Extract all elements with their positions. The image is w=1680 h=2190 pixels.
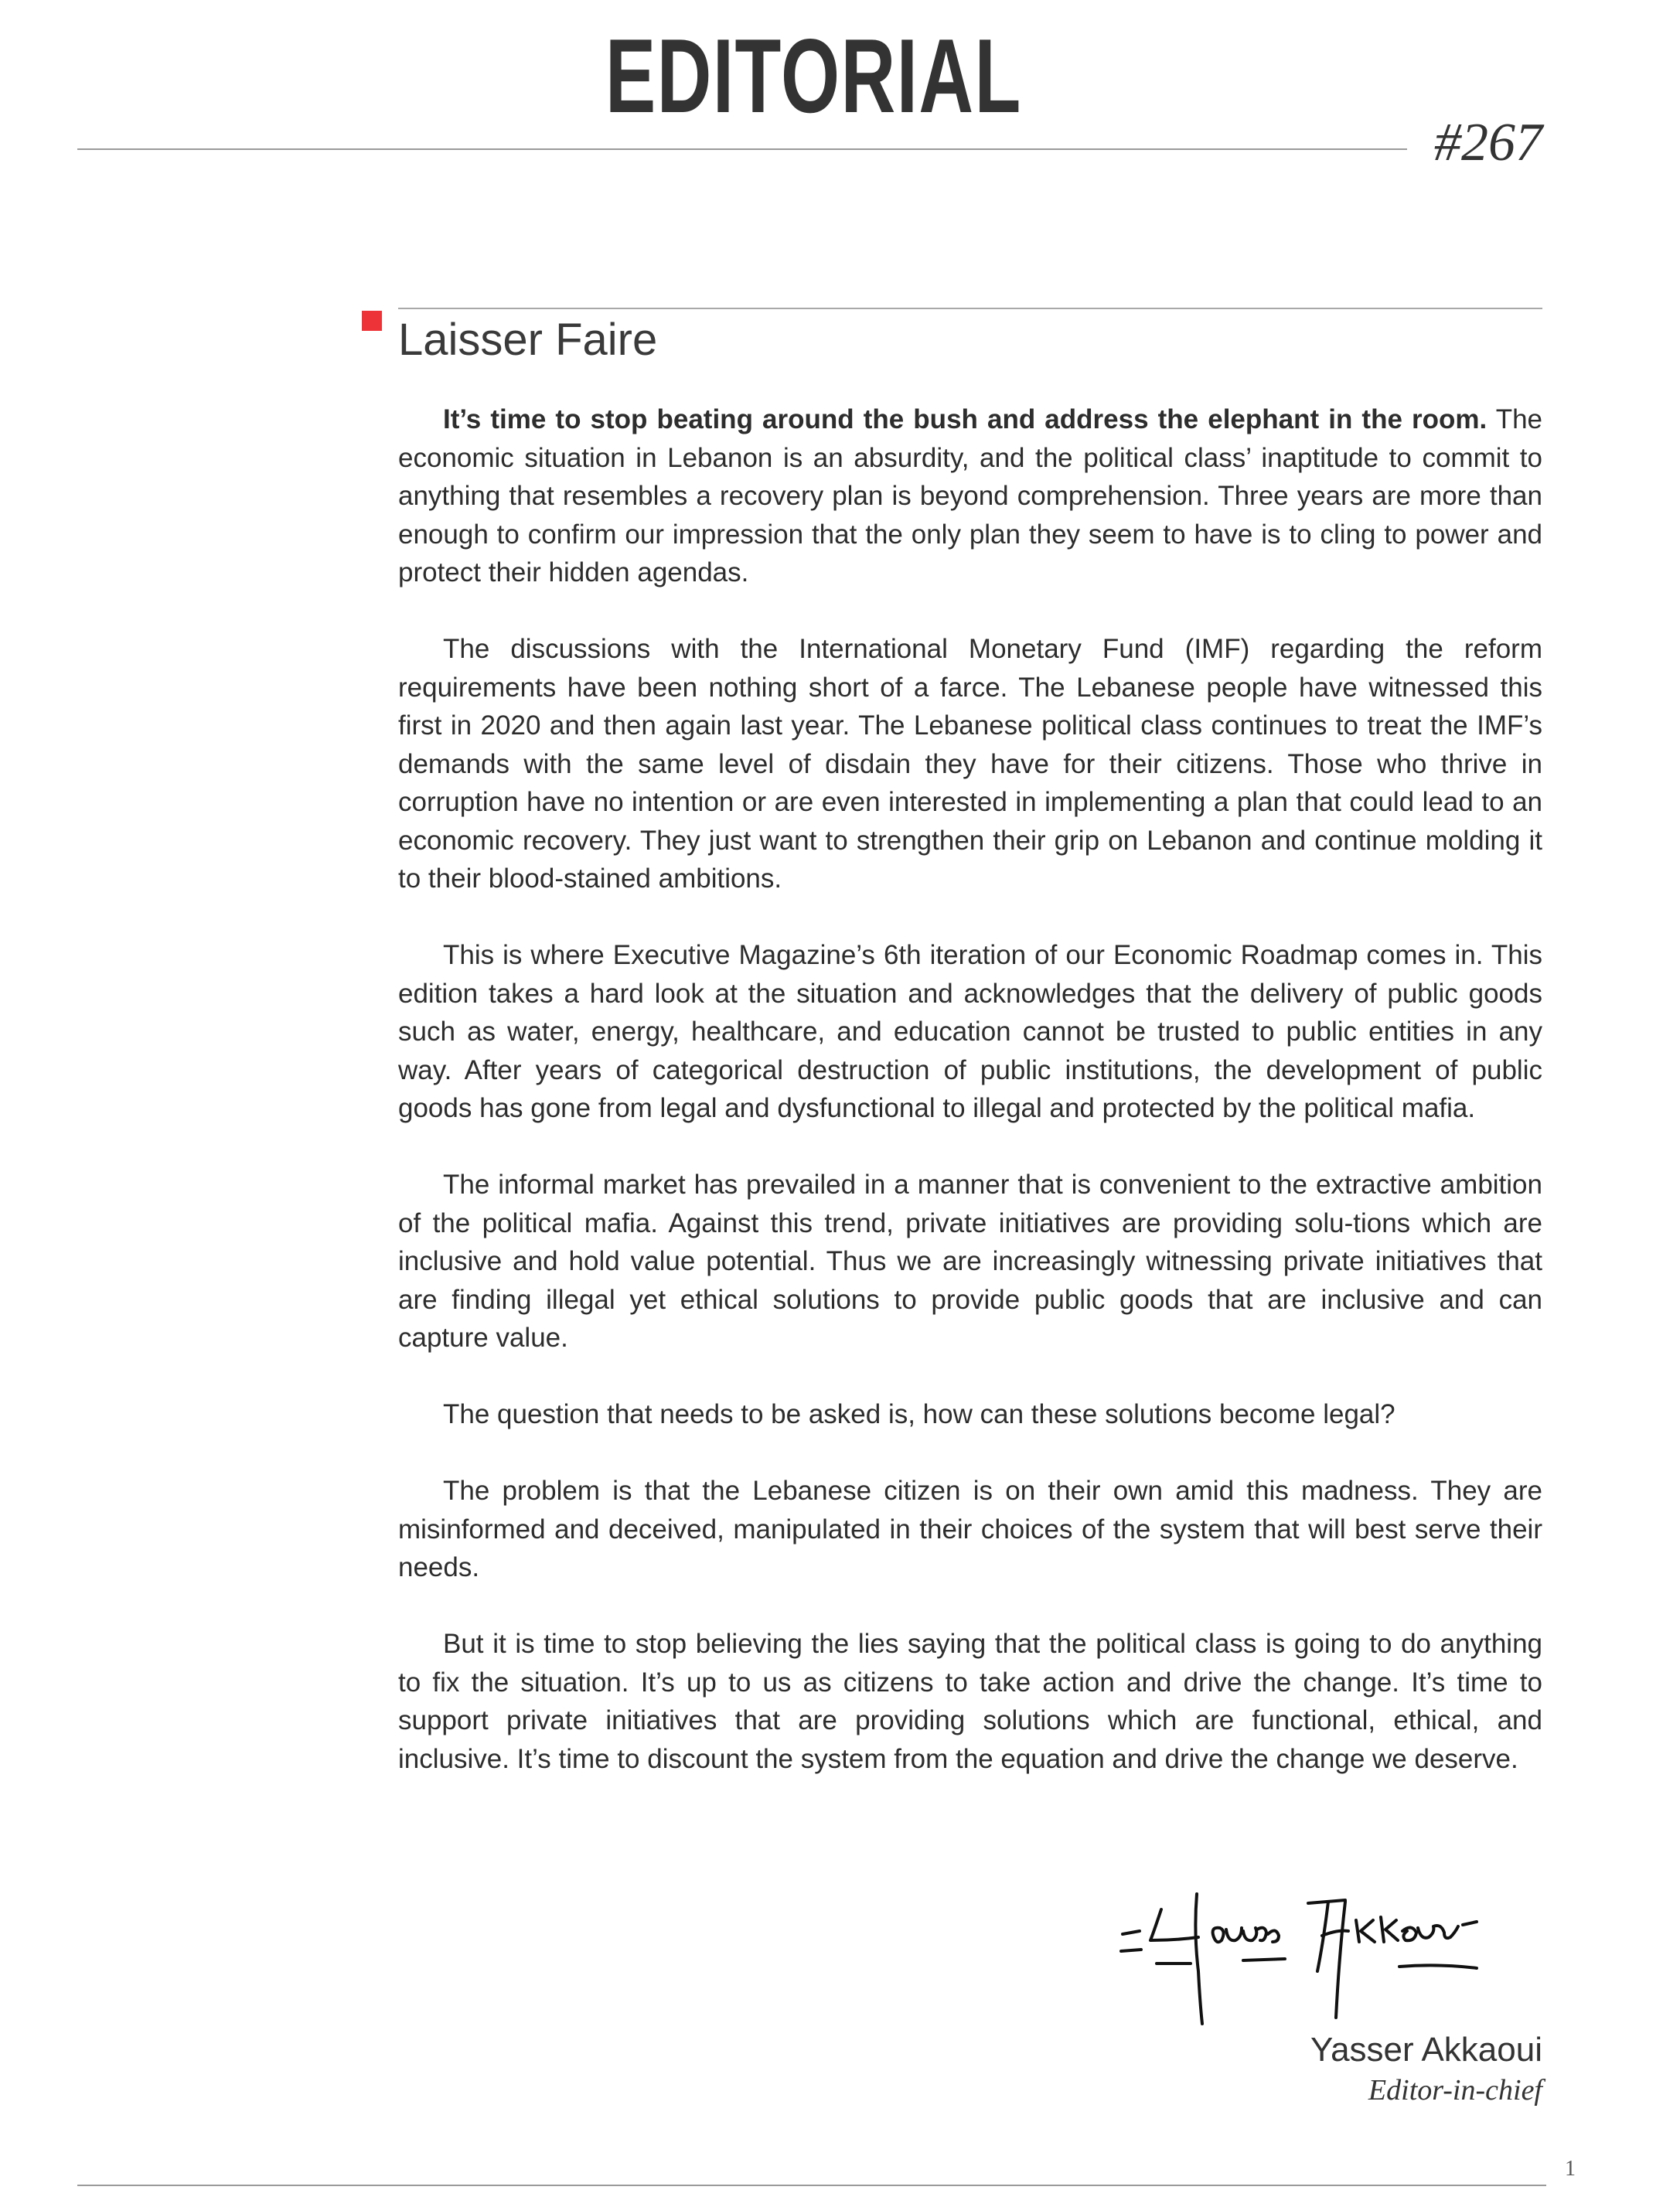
paragraph-text: The economic situation in Lebanon is an absurdity, and the political class’ inaptitude to commit to anything that resembles a recovery plan is beyond comprehension. Three years are more than enough to confirm our impression that the only plan they seem to have is to cling to power and protect their hidden agendas. bbox=[398, 404, 1542, 588]
article-paragraph: But it is time to stop believing the lies saying that the political class is going to do anything to fix the situation. It’s up to us as citizens to take action and drive the change. It’s time to support private initiatives that are providing solutions which are functional, ethical, and inclusive. It’s time to discount the system from the equation and drive the change we deserve. bbox=[398, 1629, 1542, 1774]
article-paragraph: The problem is that the Lebanese citizen is on their own amid this madness. They are misinformed and deceived, manipulated in their choices of the system that will best serve their needs. bbox=[398, 1476, 1542, 1582]
author-name: Yasser Akkaoui bbox=[1310, 2031, 1542, 2069]
article-paragraph: This is where Executive Magazine’s 6th iteration of our Economic Roadmap comes in. This edition takes a hard look at the situation and acknowledges that the delivery of public goods such as water, energy, healthcare, and education cannot be trusted to public entities in any way. After years of categorical destruction of public institutions, the development of public goods has gone from legal and dysfunctional to illegal and protected by the political mafia. bbox=[398, 940, 1542, 1123]
author-role: Editor-in-chief bbox=[1368, 2074, 1542, 2107]
footer-divider bbox=[77, 2185, 1546, 2186]
article-divider bbox=[398, 308, 1542, 309]
page-number: 1 bbox=[1565, 2157, 1576, 2181]
issue-number: #267 bbox=[1434, 113, 1542, 172]
handwritten-signature bbox=[1113, 1886, 1546, 2033]
article-paragraph: The question that needs to be asked is, how can these solutions become legal? bbox=[443, 1399, 1395, 1429]
article-heading: Laisser Faire bbox=[398, 315, 658, 365]
lead-sentence: It’s time to stop beating around the bush and address the elephant in the room. bbox=[443, 404, 1487, 434]
header-divider bbox=[77, 148, 1407, 150]
section-title: EDITORIAL bbox=[605, 17, 1022, 135]
article-paragraph: The discussions with the International Monetary Fund (IMF) regarding the reform requirements have been nothing short of a farce. The Lebanese people have witnessed this first in 2020 and then again last year. The Lebanese political class continues to treat the IMF’s demands with the same level of disdain they have for their citizens. Those who thrive in corruption have no intention or are even interested in implementing a plan that could lead to an economic recovery. They just want to strengthen their grip on Lebanon and continue molding it to their blood-stained ambitions. bbox=[398, 634, 1542, 894]
article-paragraph: The informal market has prevailed in a manner that is convenient to the extractive ambition of the political mafia. Against this trend, private initiatives are providing solu-tions which are inclusive and hold value potential. Thus we are increasingly witnessing private initiatives that are finding illegal yet ethical solutions to provide public goods that are inclusive and can capture value. bbox=[398, 1170, 1542, 1353]
red-square-icon bbox=[362, 311, 382, 331]
article-paragraph bbox=[398, 400, 1542, 592]
article-body bbox=[398, 400, 1542, 1817]
